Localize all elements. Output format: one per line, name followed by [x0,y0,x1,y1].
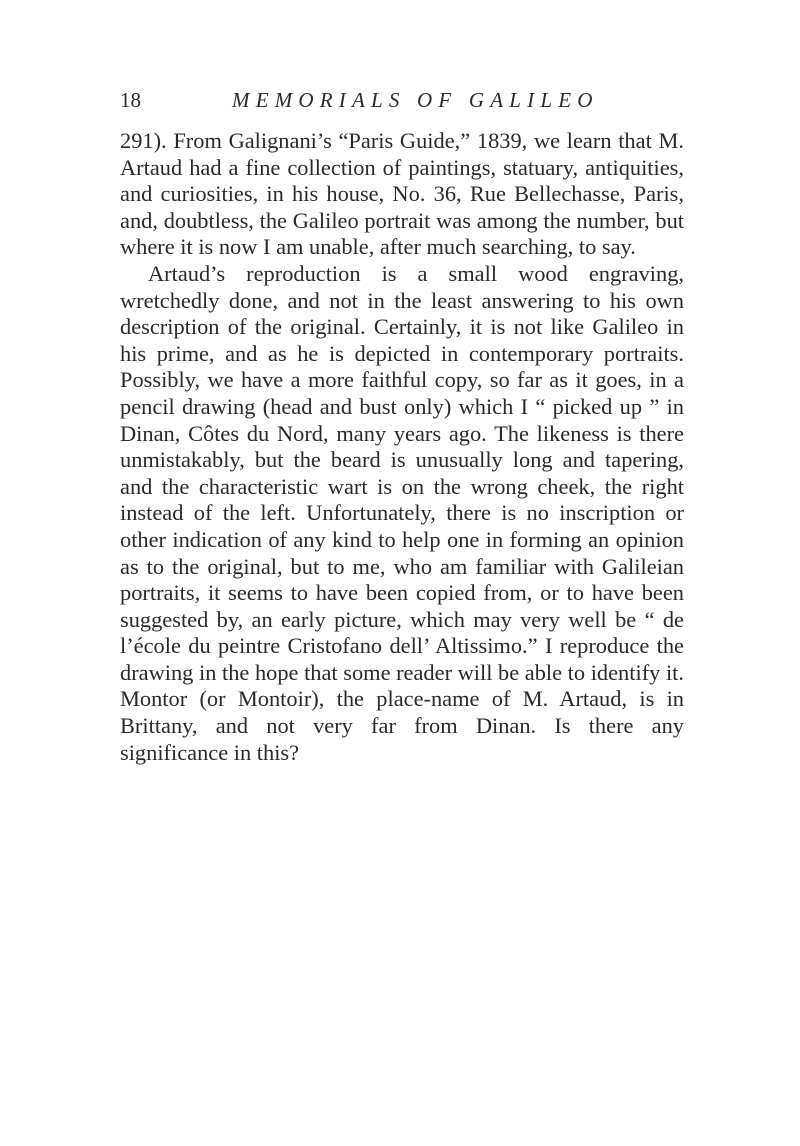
body-text [120,128,684,766]
page-number: 18 [120,88,141,112]
running-head [120,88,680,116]
paragraph-continued: 291). From Galignani’s “Paris Guide,” 1839, we learn that M. Artaud had a fine collection of paintings, statuary, antiquities, and curiosities, in his house, No. 36, Rue Bellechasse, Paris, and, doubtless, the Galileo portrait was among the number, but where it is now I am unable, after much searching, to say. [120,128,684,260]
running-title: MEMORIALS OF GALILEO [232,88,599,112]
paragraph-artaud-reproduction: Artaud’s reproduction is a small wood engraving, wretchedly done, and not in the least answering to his own description of the original. Certainly, it is not like Galileo in his prime, and as he is depicted in contemporary portraits. Possibly, we have a more faithful copy, so far as it goes, in a pencil drawing (head and bust only) which I “ picked up ” in Dinan, Côtes du Nord, many years ago. The likeness is there unmistakably, but the beard is unusually long and tapering, and the characteristic wart is on the wrong cheek, the right instead of the left. Unfortunately, there is no inscription or other indication of any kind to help one in forming an opinion as to the original, but to me, who am familiar with Galileian portraits, it seems to have been copied from, or to have been suggested by, an early picture, which may very well be “ de l’école du peintre Cristofano dell’ Altissimo.” I reproduce the drawing in the hope that some reader will be able to identify it. Montor (or Montoir), the place-name of M. Artaud, is in Brittany, and not very far from Dinan. Is there any significance in this? [120,260,684,765]
